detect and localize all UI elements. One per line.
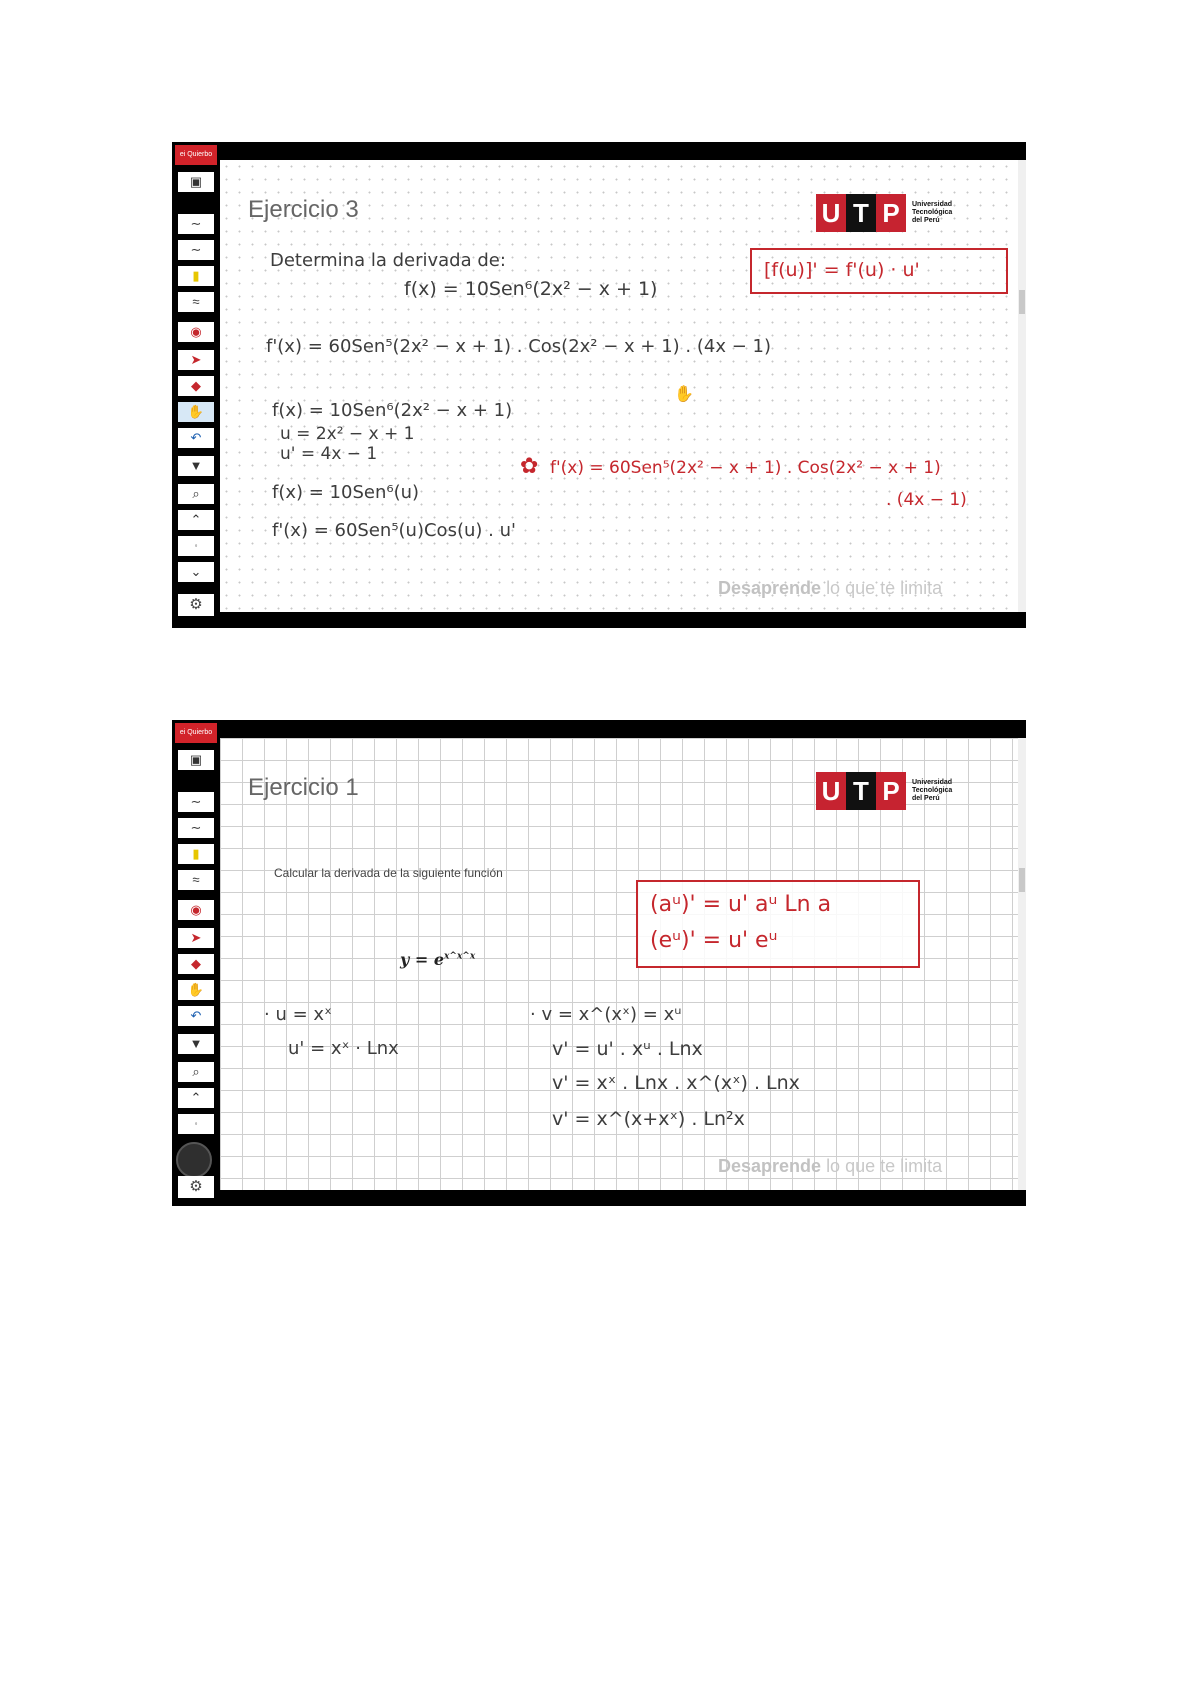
slide-title: Ejercicio 1 [248, 774, 359, 801]
hand-cursor-icon: ✋ [674, 384, 694, 403]
app-logo: ei Quierbo [175, 145, 217, 165]
dot-icon[interactable]: ◦ [178, 1114, 214, 1134]
hand-icon[interactable]: ✋ [178, 402, 214, 422]
scrollbar-thumb[interactable] [1019, 290, 1025, 314]
pointer-icon[interactable]: ➤ [178, 350, 214, 370]
pen-icon[interactable]: ∼ [178, 240, 214, 260]
u-derivative: u' = xˣ · Lnx [288, 1038, 399, 1059]
top-bar [172, 142, 1026, 160]
chevron-down-icon[interactable]: ▼ [178, 456, 214, 476]
function-definition: f(x) = 10Sen⁶(2x² − x + 1) [404, 278, 658, 300]
function-expression: $y = e^{x\^{}x\^{}x}$ [400, 950, 476, 969]
app-logo: ei Quierbo [175, 723, 217, 743]
logo-letter: U [816, 772, 846, 810]
whiteboard-screenshot-2 [172, 720, 1026, 1206]
final-answer-line-1: f'(x) = 60Sen⁵(2x² − x + 1) . Cos(2x² − x + 1) [550, 458, 941, 478]
gear-icon[interactable]: ⚙ [178, 1176, 214, 1198]
zoom-icon[interactable]: ⌕ [178, 484, 214, 504]
derivative-in-u: f'(x) = 60Sen⁵(u)Cos(u) . u' [272, 520, 516, 541]
logo-subtitle: Universidad Tecnológica del Perú [912, 201, 953, 224]
u-derivative: u' = 4x − 1 [280, 444, 378, 464]
presenter-avatar[interactable] [176, 1142, 212, 1178]
whiteboard-toolbar [172, 720, 220, 1206]
utp-logo [816, 194, 952, 232]
v-derivative-step-3: v' = x^(x+xˣ) . Ln²x [552, 1108, 745, 1130]
logo-letter: U [816, 194, 846, 232]
gear-icon[interactable]: ⚙ [178, 594, 214, 616]
scrollbar-thumb[interactable] [1019, 868, 1025, 892]
question-text: Calcular la derivada de la siguiente función [274, 866, 503, 880]
logo-letter: T [846, 772, 876, 810]
v-derivative-step-2: v' = xˣ . Lnx . x^(xˣ) . Lnx [552, 1072, 800, 1094]
chain-rule-box [750, 248, 1008, 294]
record-icon[interactable]: ◉ [178, 900, 214, 920]
wave-icon[interactable]: ≈ [178, 870, 214, 890]
slogan: Desaprende lo que te limita [718, 1156, 943, 1176]
rules-box [636, 880, 920, 968]
pen-icon[interactable]: ∼ [178, 214, 214, 234]
chain-rule: [f(u)]' = f'(u) · u' [764, 259, 920, 281]
scrollbar[interactable] [1018, 160, 1026, 612]
u-definition: · u = xˣ [264, 1004, 333, 1025]
chevron-down-icon[interactable]: ⌄ [178, 562, 214, 582]
answer-mark-icon: ✿ [520, 454, 539, 479]
whiteboard-screenshot-1 [172, 142, 1026, 628]
logo-subtitle: Universidad Tecnológica del Perú [912, 779, 953, 802]
pointer-icon[interactable]: ➤ [178, 928, 214, 948]
utp-logo [816, 772, 952, 810]
scrollbar[interactable] [1018, 738, 1026, 1190]
chevron-up-icon[interactable]: ⌃ [178, 1088, 214, 1108]
prompt-text: Determina la derivada de: [270, 250, 506, 271]
eraser-icon[interactable]: ◆ [178, 954, 214, 974]
derivative-result: f'(x) = 60Sen⁵(2x² − x + 1) . Cos(2x² − x + 1) . (4x − 1) [266, 336, 771, 357]
zoom-icon[interactable]: ⌕ [178, 1062, 214, 1082]
v-definition: · v = x^(xˣ) = xᵘ [530, 1004, 682, 1025]
eraser-icon[interactable]: ◆ [178, 376, 214, 396]
slogan: Desaprende lo que te limita [718, 578, 943, 598]
bottom-bar [220, 1190, 1026, 1206]
pen-icon[interactable]: ∼ [178, 818, 214, 838]
logo-letter: P [876, 772, 906, 810]
undo-icon[interactable]: ↶ [178, 1006, 214, 1026]
wave-icon[interactable]: ≈ [178, 292, 214, 312]
u-definition: u = 2x² − x + 1 [280, 424, 415, 444]
pen-icon[interactable]: ∼ [178, 792, 214, 812]
whiteboard-toolbar [172, 142, 220, 628]
save-icon[interactable]: ▣ [178, 172, 214, 192]
save-icon[interactable]: ▣ [178, 750, 214, 770]
record-icon[interactable]: ◉ [178, 322, 214, 342]
highlighter-icon[interactable]: ▮ [178, 266, 214, 286]
highlighter-icon[interactable]: ▮ [178, 844, 214, 864]
rule-exponential-a: (aᵘ)' = u' aᵘ Ln a [650, 892, 832, 917]
slide-title: Ejercicio 3 [248, 196, 359, 223]
logo-letter: P [876, 194, 906, 232]
hand-icon[interactable]: ✋ [178, 980, 214, 1000]
function-in-u: f(x) = 10Sen⁶(u) [272, 482, 420, 503]
chevron-down-icon[interactable]: ▼ [178, 1034, 214, 1054]
rule-exponential-e: (eᵘ)' = u' eᵘ [650, 928, 778, 953]
dot-icon[interactable]: ◦ [178, 536, 214, 556]
v-derivative-step-1: v' = u' . xᵘ . Lnx [552, 1038, 703, 1060]
function-restated: f(x) = 10Sen⁶(2x² − x + 1) [272, 400, 513, 421]
logo-letter: T [846, 194, 876, 232]
bottom-bar [220, 612, 1026, 628]
final-answer-line-2: . (4x − 1) [886, 490, 967, 510]
undo-icon[interactable]: ↶ [178, 428, 214, 448]
top-bar [172, 720, 1026, 738]
chevron-up-icon[interactable]: ⌃ [178, 510, 214, 530]
whiteboard-canvas[interactable] [220, 160, 1018, 612]
whiteboard-canvas[interactable] [220, 738, 1018, 1190]
